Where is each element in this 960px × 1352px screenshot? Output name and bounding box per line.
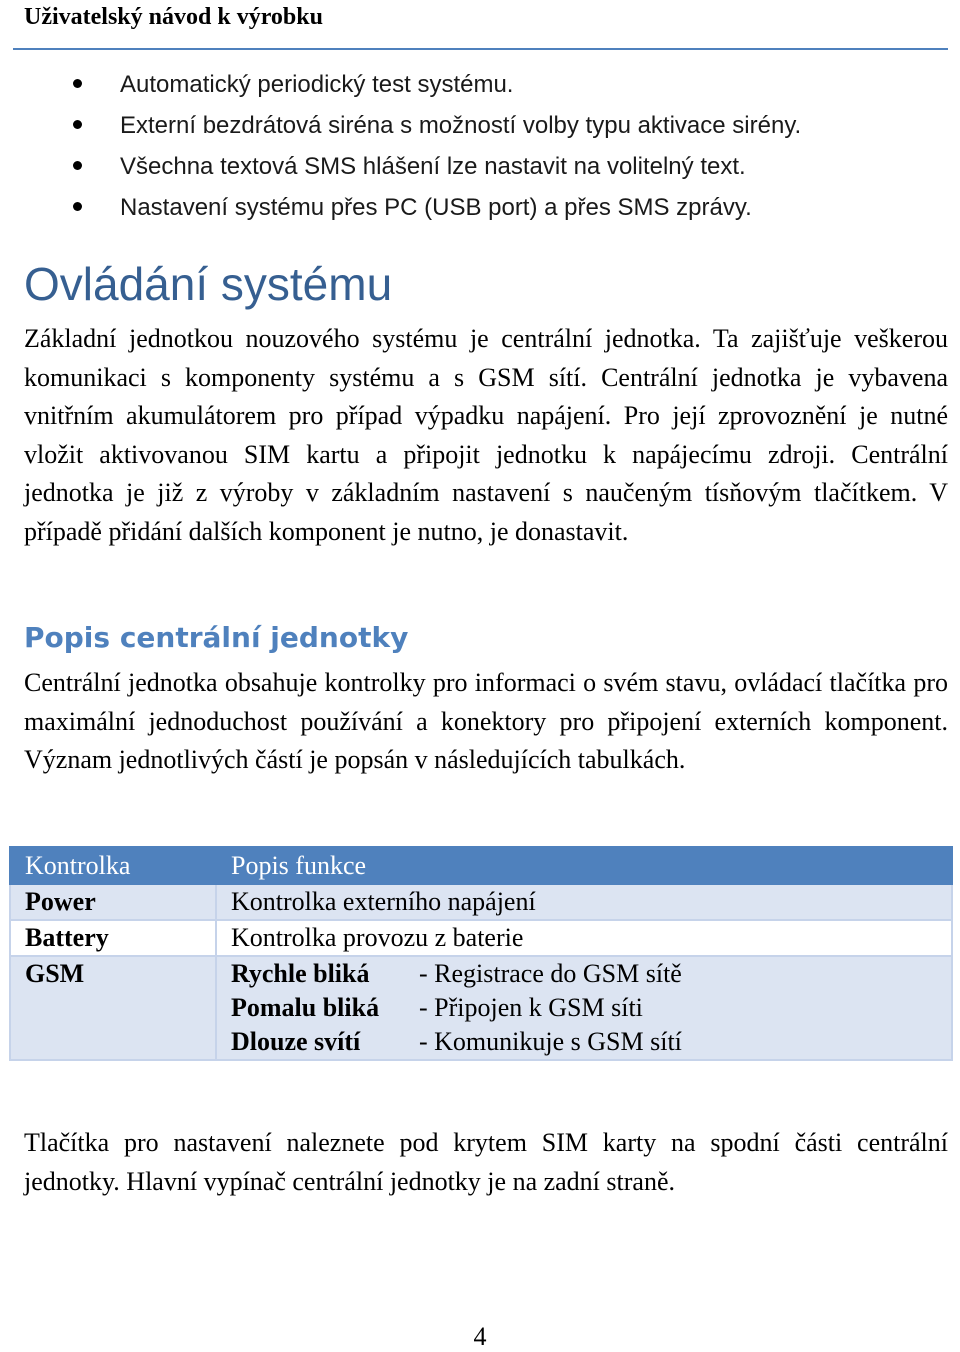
unit-paragraph: Centrální jednotka obsahuje kontrolky pro informaci o svém stavu, ovládací tlačítka pro maximální jednoduchost používání a konektory pro připojení externích komponent. Význam jednotlivých částí je popsán v následujících tabulkách. bbox=[24, 668, 948, 775]
feature-text: Nastavení systému přes PC (USB port) a přes SMS zprávy. bbox=[120, 194, 752, 221]
table-row bbox=[10, 920, 952, 956]
table-row bbox=[10, 956, 952, 1060]
column-header-indicator: Kontrolka bbox=[10, 847, 216, 884]
bullet-icon bbox=[73, 161, 82, 170]
gsm-state: Rychle bliká bbox=[231, 959, 370, 988]
header-rule bbox=[13, 48, 948, 50]
bullet-icon bbox=[73, 79, 82, 88]
page-number: 4 bbox=[473, 1322, 487, 1351]
indicator-name: Battery bbox=[10, 920, 216, 956]
table-row bbox=[10, 884, 952, 920]
gsm-state: Dlouze svítí bbox=[231, 1027, 361, 1056]
gsm-state-meaning: - Komunikuje s GSM sítí bbox=[419, 1027, 682, 1056]
indicator-states bbox=[216, 956, 952, 1060]
indicator-table bbox=[9, 846, 953, 1061]
feature-item bbox=[0, 64, 960, 105]
bullet-icon bbox=[73, 120, 82, 129]
section-heading-control: Ovládání systému bbox=[24, 258, 393, 310]
indicator-description: Kontrolka provozu z baterie bbox=[216, 920, 952, 956]
indicator-description: Kontrolka externího napájení bbox=[216, 884, 952, 920]
gsm-state-line bbox=[231, 991, 937, 1025]
feature-list bbox=[0, 64, 960, 228]
closing-paragraph: Tlačítka pro nastavení naleznete pod krytem SIM karty na spodní části centrální jednotky. Hlavní vypínač centrální jednotky je na zadní straně. bbox=[24, 1128, 948, 1196]
feature-text: Externí bezdrátová siréna s možností volby typu aktivace sirény. bbox=[120, 112, 802, 139]
gsm-state-line bbox=[231, 957, 937, 991]
table-header-row bbox=[10, 847, 952, 884]
column-header-description: Popis funkce bbox=[216, 847, 952, 884]
running-header: Uživatelský návod k výrobku bbox=[24, 4, 323, 30]
feature-item bbox=[0, 146, 960, 187]
feature-text: Všechna textová SMS hlášení lze nastavit na volitelný text. bbox=[120, 153, 746, 180]
bullet-icon bbox=[73, 202, 82, 211]
section-heading-unit: Popis centrální jednotky bbox=[24, 621, 409, 654]
feature-text: Automatický periodický test systému. bbox=[120, 71, 514, 98]
gsm-state: Pomalu bliká bbox=[231, 993, 380, 1022]
indicator-name: GSM bbox=[10, 956, 216, 1060]
feature-item bbox=[0, 187, 960, 228]
gsm-state-meaning: - Registrace do GSM sítě bbox=[419, 959, 682, 988]
control-paragraph: Základní jednotkou nouzového systému je centrální jednotka. Ta zajišťuje veškerou komunikaci s komponenty systému a s GSM sítí. Centrální jednotka je vybavena vnitřním akumulátorem pro případ výpadku napájení. Pro její zprovoznění je nutné vložit aktivovanou SIM kartu a připojit jednotku k napájecímu zdroji. Centrální jednotka je již z výroby v základním nastavení s naučeným tísňovým tlačítkem. V případě přidání dalších komponent je nutno, je donastavit. bbox=[24, 324, 948, 546]
gsm-state-meaning: - Připojen k GSM síti bbox=[419, 993, 643, 1022]
gsm-state-line bbox=[231, 1025, 937, 1059]
indicator-name: Power bbox=[10, 884, 216, 920]
feature-item bbox=[0, 105, 960, 146]
